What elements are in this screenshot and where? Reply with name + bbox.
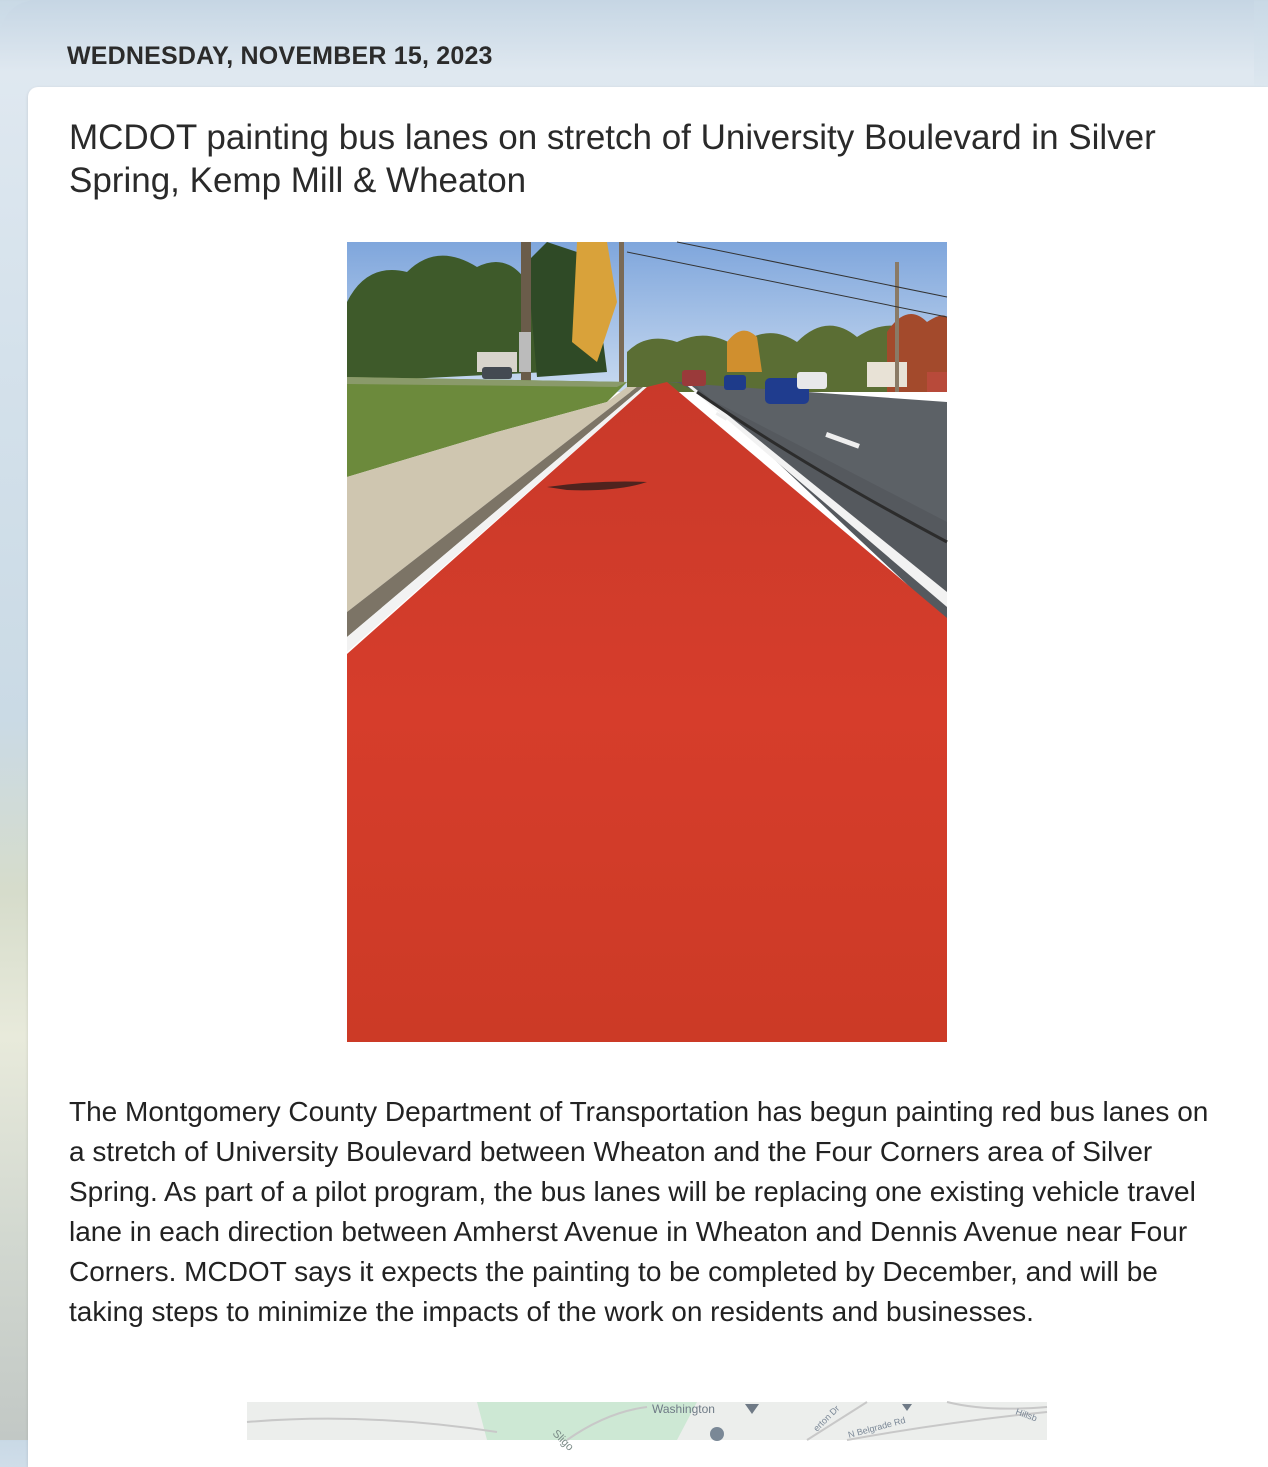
map-label: Sligo [549,1427,576,1454]
map-label: N Belgrade Rd [846,1414,907,1440]
bus-lane-photo[interactable] [347,242,947,1042]
post-body-text: The Montgomery County Department of Transportation has begun painting red bus lanes on a stretch of University Boulevard between Wheaton and the Four Corners area of Silver Spring. As part of a pilot program, the bus lanes will be replacing one existing vehicle travel lane in each direction between Amherst Avenue in Wheaton and Dennis Avenue near Four Corners. MCDOT says it expects the painting to be completed by December, and will be taking steps to minimize the impacts of the work on residents and businesses. [69,1096,1209,1327]
post-title[interactable]: MCDOT painting bus lanes on stretch of University Boulevard in Silver Spring, Kemp Mill & Wheaton [69,118,1156,200]
bus-lane-photo-image [347,242,947,1042]
map-label: Washington [652,1402,715,1416]
map-preview-image [247,1402,1047,1454]
map-label: Hillsb [1014,1406,1039,1424]
post-date-header: WEDNESDAY, NOVEMBER 15, 2023 [67,42,493,70]
map-preview[interactable] [247,1402,1047,1454]
map-label: erton Dr [811,1403,842,1434]
